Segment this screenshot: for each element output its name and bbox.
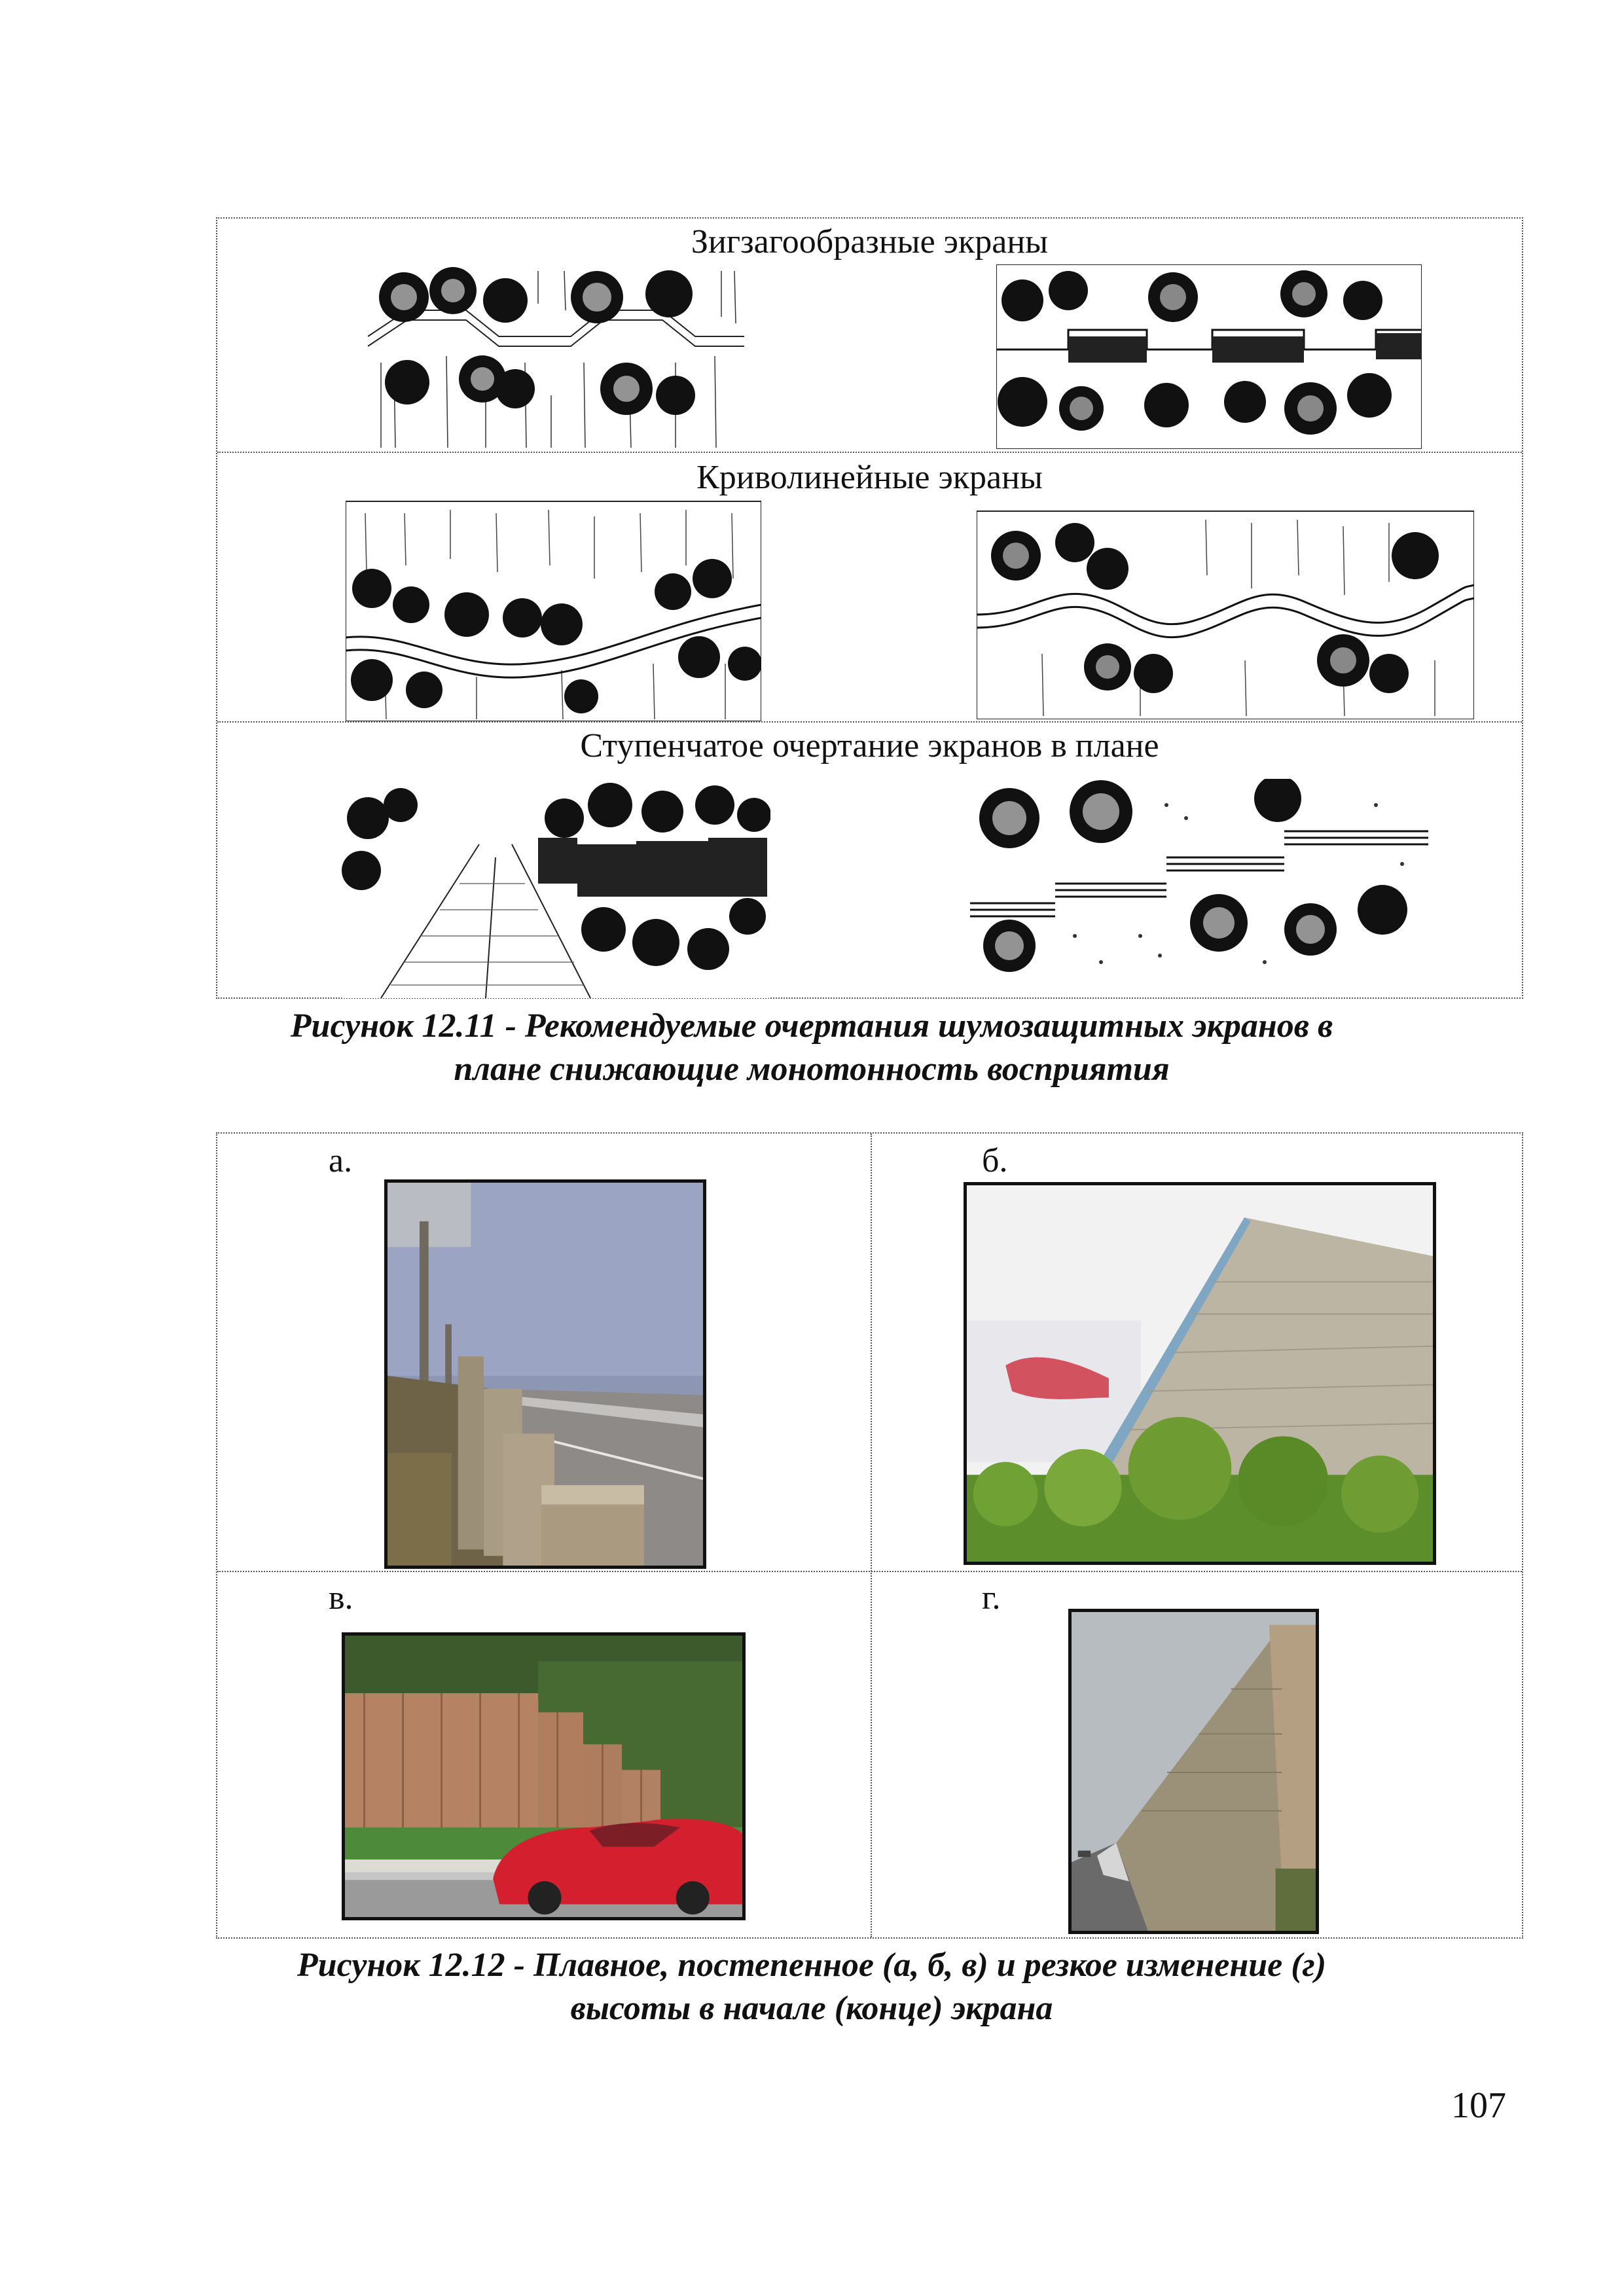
- figure-12-12-caption-line2: высоты в начале (конце) экрана: [570, 1990, 1053, 2027]
- stepped-screen-plan-drawing: [970, 779, 1428, 975]
- cell-letter-b: б.: [982, 1142, 1008, 1179]
- cell-letter-a: а.: [329, 1142, 353, 1179]
- photo-abrupt-height-g: [1068, 1609, 1319, 1934]
- cell-letter-g: г.: [982, 1579, 1001, 1617]
- photo-gradual-height-a: [384, 1179, 706, 1569]
- photo-gradual-height-b: [964, 1182, 1436, 1565]
- figure-12-11-caption-line2: плане снижающие монотонность восприятия: [454, 1050, 1170, 1088]
- row-divider: [217, 721, 1522, 723]
- curved-screen-drawing-left: [346, 500, 761, 721]
- figure-12-12-table: [216, 1132, 1523, 1939]
- row-divider: [217, 452, 1522, 453]
- figure-12-11-table: [216, 217, 1523, 999]
- curved-screen-drawing-right: [977, 510, 1474, 719]
- figure-12-11-caption-line1: Рисунок 12.11 - Рекомендуемые очертания шумозащитных экранов в: [290, 1007, 1333, 1045]
- zigzag-screen-drawing-left: [368, 264, 744, 449]
- figure-12-12-caption-line1: Рисунок 12.12 - Плавное, постепенное (а, б, в) и резкое изменение (г): [297, 1946, 1327, 1984]
- column-divider: [871, 1134, 872, 1937]
- zigzag-screen-drawing-right: [996, 264, 1422, 449]
- row-label-curved: Криволинейные экраны: [696, 459, 1043, 496]
- page-number: 107: [1451, 2085, 1506, 2126]
- stepped-screen-perspective-drawing: [342, 766, 770, 998]
- row-label-zigzag: Зигзагообразные экраны: [691, 223, 1049, 260]
- row-label-stepped: Ступенчатое очертание экранов в плане: [580, 727, 1159, 764]
- cell-letter-v: в.: [329, 1579, 353, 1617]
- row-divider: [217, 1571, 1522, 1572]
- photo-gradual-height-v: [342, 1632, 746, 1920]
